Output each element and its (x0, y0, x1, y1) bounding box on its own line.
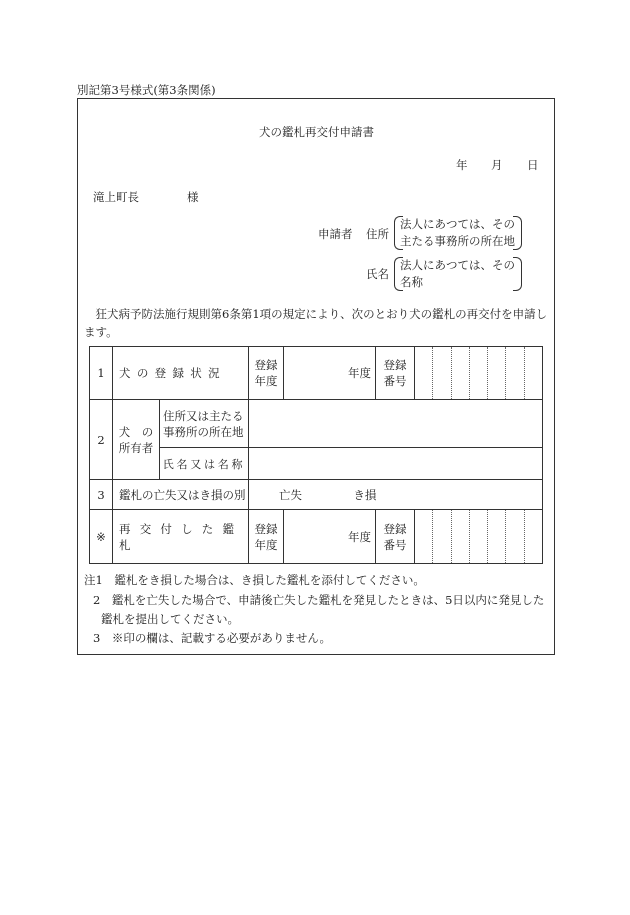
note-2-line2: 鑑札を提出してください。 (101, 612, 239, 626)
row1-number: 1 (90, 347, 113, 400)
row2-address-label: 住所又は主たる 事務所の所在地 (160, 400, 249, 448)
row3-options[interactable] (249, 480, 543, 510)
row2-address-value[interactable] (249, 400, 543, 448)
row4-reg-year-label: 登録 年度 (249, 510, 284, 564)
row1-reg-year-cell[interactable]: 年度 (284, 347, 376, 400)
form-title: 犬の鑑札再交付申請書 (259, 125, 374, 139)
row1-label: 犬の登録状況 (113, 347, 249, 400)
row4-reg-number-label: 登録 番号 (376, 510, 415, 564)
note-1: 注1 鑑札をき損した場合は、き損した鑑札を添付してください。 (84, 573, 425, 587)
row4-reg-year-cell[interactable]: 年度 (284, 510, 376, 564)
row4-mark: ※ (90, 510, 113, 564)
applicant-label: 申請者 (318, 227, 353, 241)
name-note-right-brace (513, 257, 522, 291)
row2-name-label: 氏名又は名称 (160, 448, 249, 480)
row1-reg-number-boxes[interactable] (415, 347, 543, 400)
applicant-name-label: 氏名 (366, 267, 389, 281)
row2-number: 2 (90, 400, 113, 480)
table-row-lost-or-damaged (90, 480, 543, 510)
row4-label: 再交付した鑑札 (113, 510, 249, 564)
application-statement: 狂犬病予防法施行規則第6条第1項の規定により、次のとおり犬の鑑札の再交付を申請します。 (84, 307, 548, 339)
row2-name-value[interactable] (249, 448, 543, 480)
row4-reg-number-boxes[interactable] (415, 510, 543, 564)
note-3: 3 ※印の欄は、記載する必要がありません。 (93, 631, 332, 645)
note-2-line1: 2 鑑札を亡失した場合で、申請後亡失した鑑札を発見したときは、5日以内に発見した (93, 593, 545, 607)
table-row-reissued-tag (90, 510, 543, 564)
addressee-name: 滝上町長 (93, 190, 139, 204)
option-damaged[interactable]: き損 (353, 487, 377, 502)
address-note-line2: 主たる事務所の所在地 (400, 234, 515, 248)
form-header-label: 別記第3号様式(第3条関係) (77, 83, 216, 97)
addressee-honorific: 様 (187, 190, 199, 204)
table-row-owner-address (90, 400, 543, 448)
row2-owner-label: 犬 の 所有者 (113, 400, 160, 480)
table-row-registration-status (90, 347, 543, 400)
row3-label: 鑑札の亡失又はき損の別 (113, 480, 249, 510)
option-lost[interactable]: 亡失 (279, 487, 303, 502)
address-note-right-brace (513, 216, 522, 250)
row3-number: 3 (90, 480, 113, 510)
row1-reg-number-label: 登録 番号 (376, 347, 415, 400)
date-day-label: 日 (527, 158, 539, 172)
row1-reg-year-label: 登録 年度 (249, 347, 284, 400)
applicant-address-label: 住所 (366, 227, 389, 241)
date-year-label: 年 (456, 158, 468, 172)
name-note-line2: 名称 (400, 275, 423, 289)
date-month-label: 月 (491, 158, 503, 172)
name-note-line1: 法人にあつては、その (400, 258, 515, 272)
application-table (89, 346, 543, 564)
address-note-line1: 法人にあつては、その (400, 217, 515, 231)
